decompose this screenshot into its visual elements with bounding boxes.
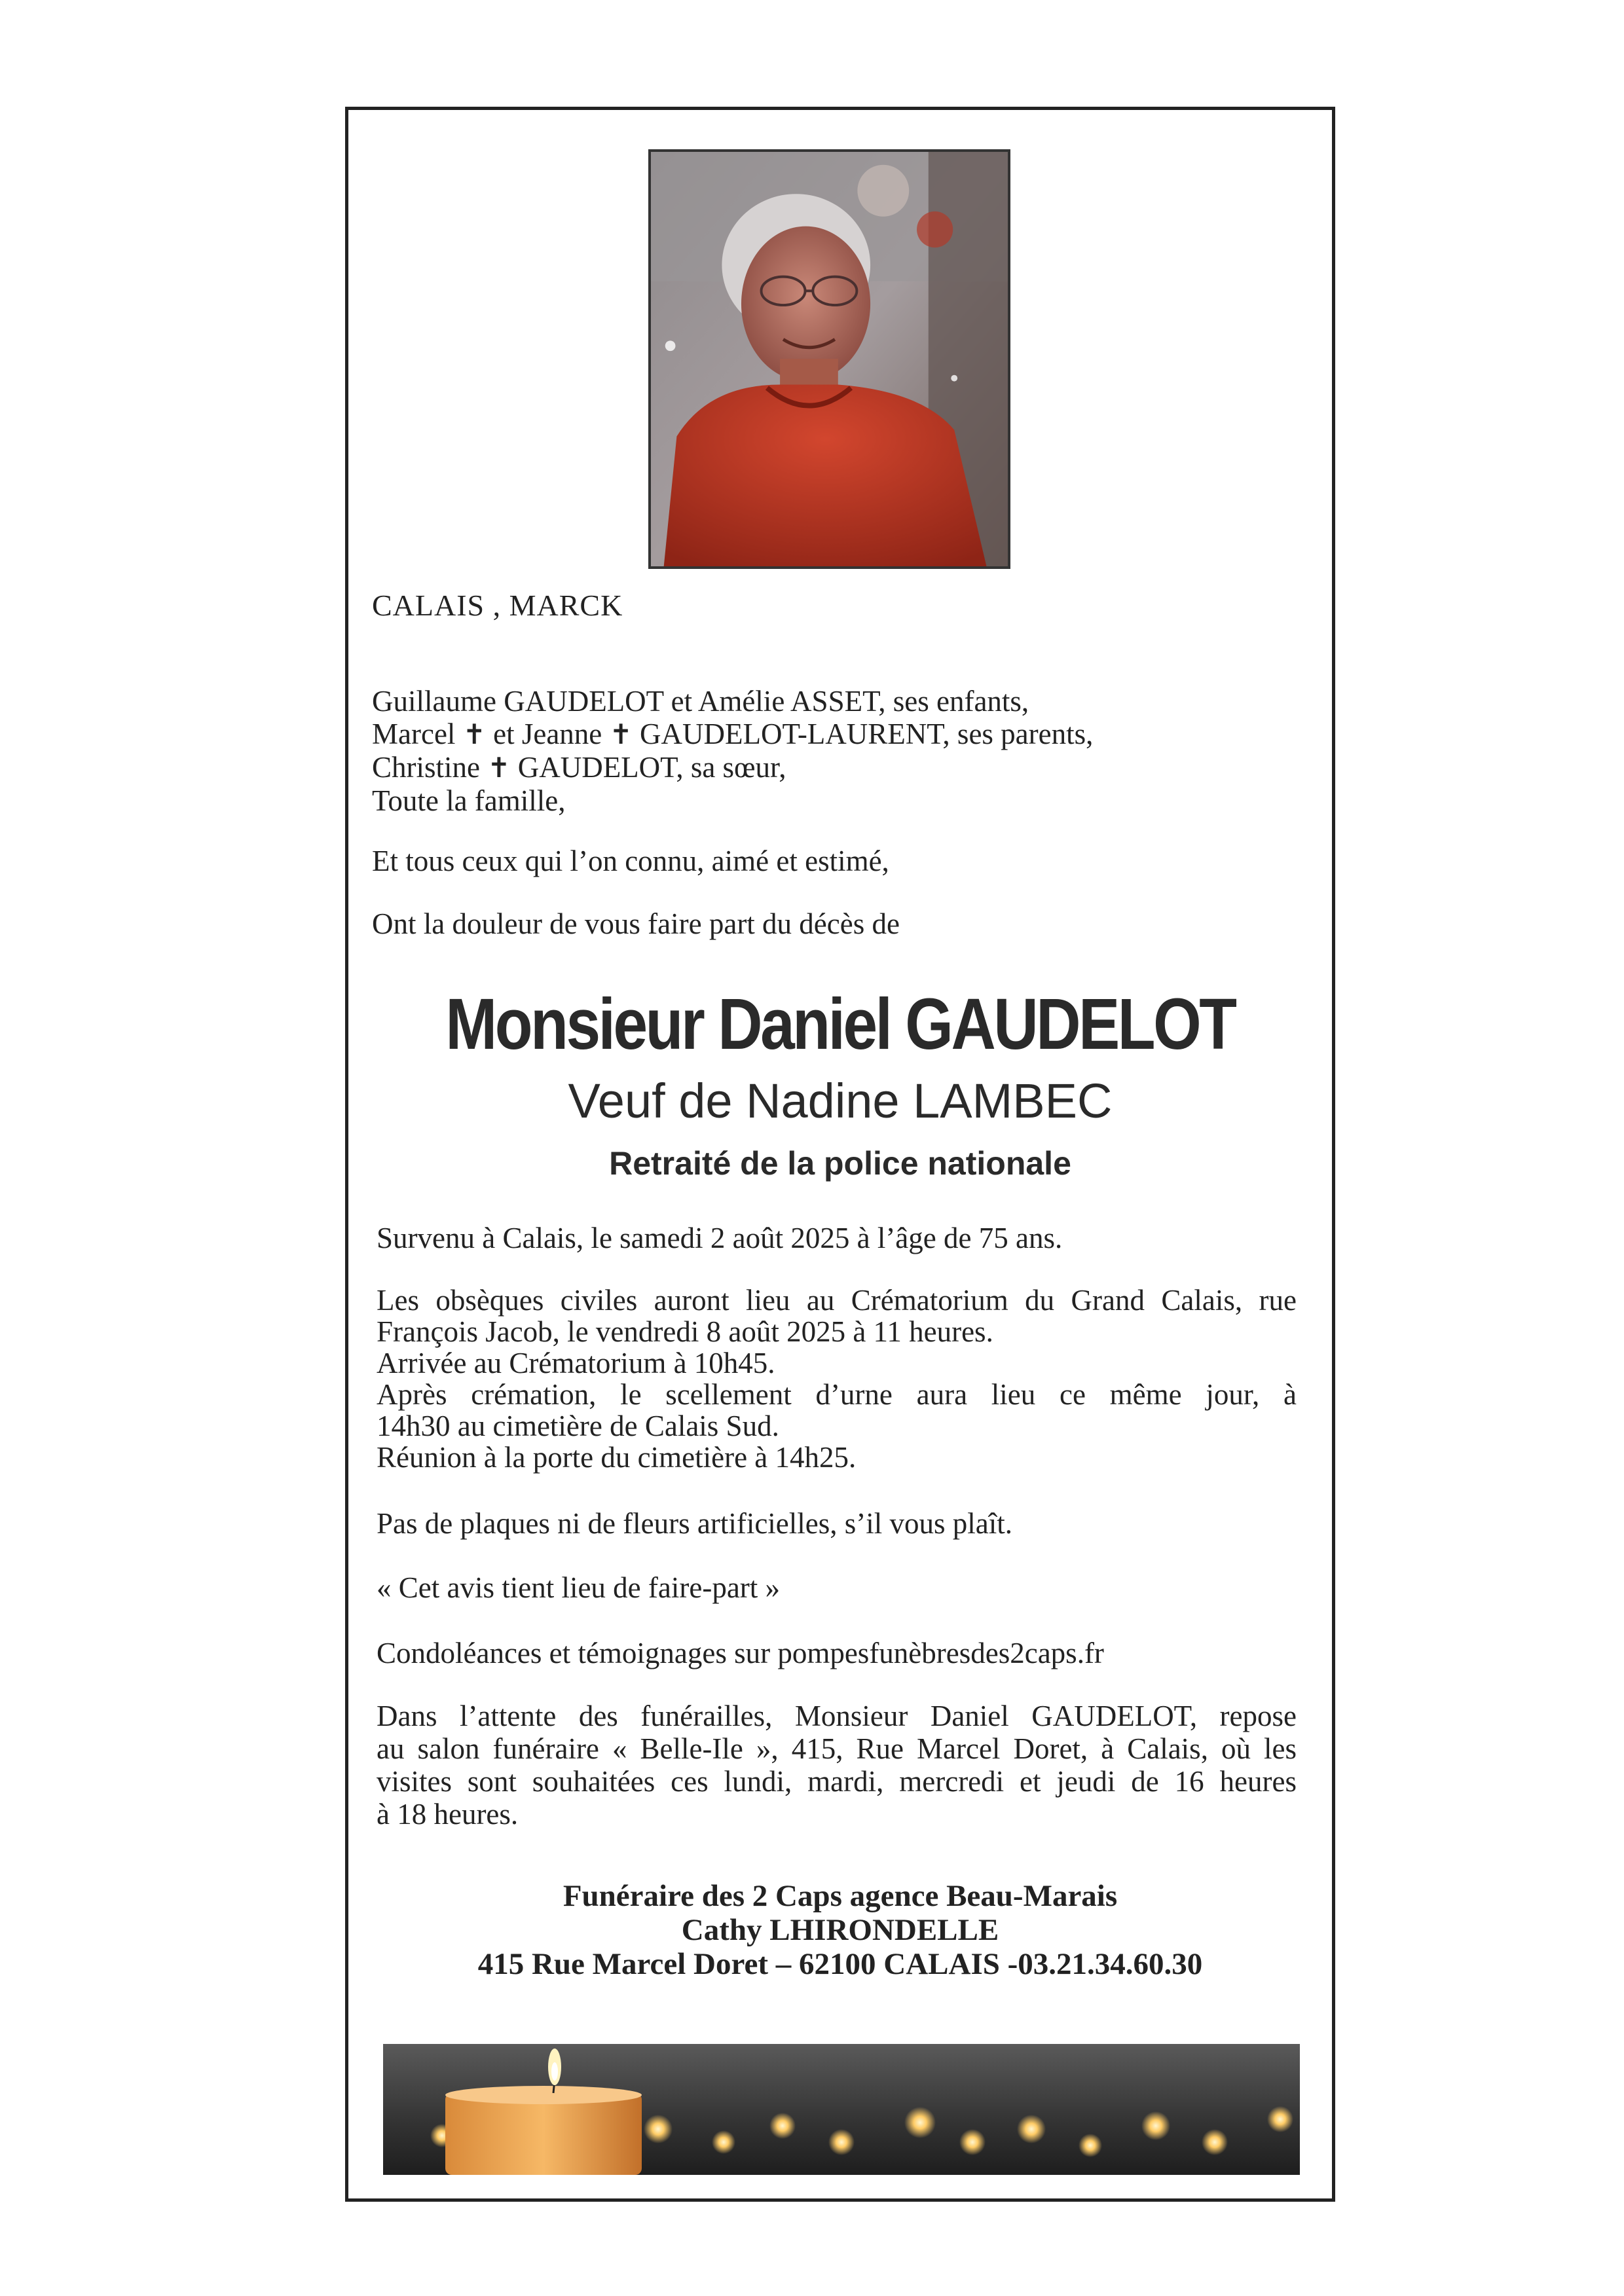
family-line-sister xyxy=(372,751,1289,784)
viewing-details xyxy=(377,1700,1297,1831)
parents-surname: GAUDELOT-LAURENT, ses parents, xyxy=(640,718,1094,750)
funeral-line-3: Arrivée au Crématorium à 10h45. xyxy=(377,1347,775,1379)
sister-name: Christine xyxy=(372,751,480,784)
funeral-home-info xyxy=(345,1879,1335,1981)
cross-icon: ✝ xyxy=(487,752,511,784)
family-line-all: Toute la famille, xyxy=(372,784,566,817)
death-info: Survenu à Calais, le samedi 2 août 2025 à l’âge de 75 ans. xyxy=(377,1222,1063,1254)
agency-name: Funéraire des 2 Caps agence Beau-Marais xyxy=(563,1879,1118,1913)
no-flowers-note: Pas de plaques ni de fleurs artificielles, s’il vous plaît. xyxy=(377,1507,1013,1540)
intro-sorrow: Ont la douleur de vous faire part du décès de xyxy=(372,907,900,940)
funeral-line-5: 14h30 au cimetière de Calais Sud. xyxy=(377,1410,779,1442)
notice-statement: « Cet avis tient lieu de faire-part » xyxy=(377,1571,781,1604)
viewing-line-4: à 18 heures. xyxy=(377,1798,519,1831)
condolences-note: Condoléances et témoignages sur pompesfunèbresdes2caps.fr xyxy=(377,1637,1104,1669)
city-header: CALAIS , MARCK xyxy=(372,589,623,622)
intro-all: Et tous ceux qui l’on connu, aimé et estimé, xyxy=(372,845,889,877)
candle-banner xyxy=(383,2044,1300,2175)
deceased-occupation: Retraité de la police nationale xyxy=(609,1145,1071,1182)
cross-icon: ✝ xyxy=(462,718,486,750)
viewing-line-3: visites sont souhaitées ces lundi, mardi, mercredi et jeudi de 16 heures xyxy=(377,1765,1297,1798)
parent-father: Marcel xyxy=(372,718,456,750)
funeral-line-4: Après crémation, le scellement d’urne aura lieu ce même jour, à xyxy=(377,1378,1297,1411)
funeral-line-6: Réunion à la porte du cimetière à 14h25. xyxy=(377,1441,857,1474)
sister-surname: GAUDELOT, sa sœur, xyxy=(517,751,786,784)
deceased-name: Monsieur Daniel GAUDELOT xyxy=(445,984,1235,1065)
portrait-photo xyxy=(648,149,1010,569)
contact-name: Cathy LHIRONDELLE xyxy=(681,1913,999,1947)
parent-mother: et Jeanne xyxy=(493,718,602,750)
agency-address: 415 Rue Marcel Doret – 62100 CALAIS -03.21.34.60.30 xyxy=(477,1947,1203,1981)
viewing-line-1: Dans l’attente des funérailles, Monsieur Daniel GAUDELOT, repose xyxy=(377,1700,1297,1732)
funeral-line-1: Les obsèques civiles auront lieu au Crématorium du Grand Calais, rue xyxy=(377,1284,1297,1317)
funeral-details xyxy=(377,1285,1297,1473)
family-list xyxy=(372,685,1289,817)
family-line-children: Guillaume GAUDELOT et Amélie ASSET, ses enfants, xyxy=(372,685,1029,718)
viewing-line-2: au salon funéraire « Belle-Ile », 415, Rue Marcel Doret, à Calais, où les xyxy=(377,1732,1297,1765)
deceased-widow: Veuf de Nadine LAMBEC xyxy=(568,1074,1113,1128)
funeral-line-2: François Jacob, le vendredi 8 août 2025 à 11 heures. xyxy=(377,1315,993,1348)
cross-icon: ✝ xyxy=(609,718,633,750)
family-line-parents xyxy=(372,718,1289,751)
